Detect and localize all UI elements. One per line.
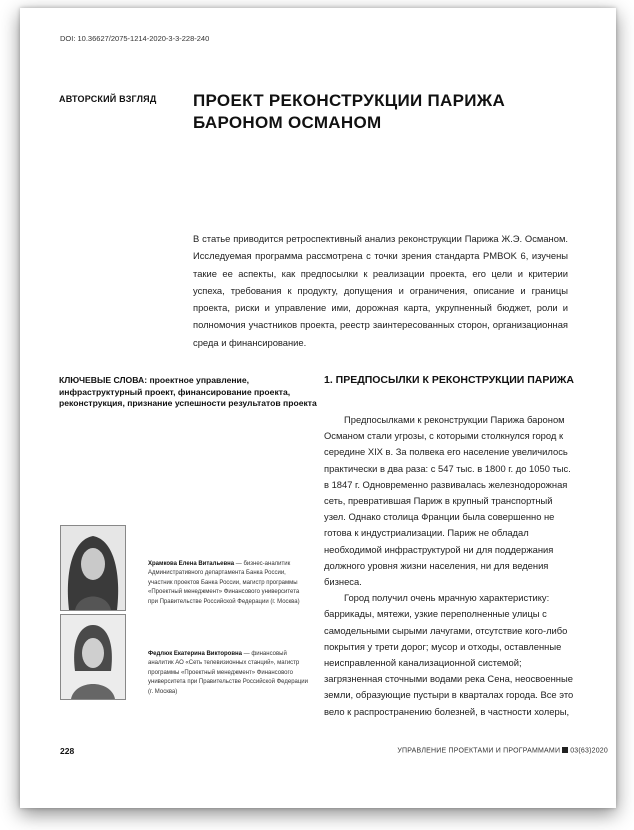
paragraph-2: Город получил очень мрачную характеристику: баррикады, мятежи, узкие переполненные улицы с самодельными сырыми лачугами, отсутствие кого-либо покрытия у трети дорог; мусор и отходы, оставленные неисправленной канализационной системой; загрязненная сточными водами река Сена, неосвоенные земли, образующие пустыри в кварталах города. Все это вело к распространению болезней, в частности холеры, (324, 592, 574, 717)
author-desc-1: — бизнес-аналитик Административного департамента Банка России, участник проектов Банка России, магистр программы «Проектный менеджмент» Финансового университета при Правительстве Российской Федерации (г. Москва) (148, 561, 300, 605)
body-text (324, 412, 574, 720)
section-heading: 1. ПРЕДПОСЫЛКИ К РЕКОНСТРУКЦИИ ПАРИЖА (324, 374, 574, 386)
author-name-1: Храмкова Елена Витальевна (148, 561, 235, 567)
running-title: УПРАВЛЕНИЕ ПРОЕКТАМИ И ПРОГРАММАМИ (397, 747, 561, 755)
page-number: 228 (60, 746, 75, 756)
author-name-2: Федлюк Екатерина Викторовна (148, 651, 242, 657)
paragraph-1: Предпосылками к реконструкции Парижа бароном Османом стали угрозы, с которыми столкнулся город к середине XIX в. За полвека его население увеличилось практически в два раза: с 547 тыс. в 1800 г. до 1050 тыс. в 1847 г. Одновременно развивалась железнодорожная сеть, превратившая Париж в крупный транспортный узел. Однако столица Франции была совершенно не готова к индустриализации. Париж не обладал необходимой инфраструктурой ни для поддержания должного уровня жизни населения, ни для ведения бизнеса. (324, 414, 571, 588)
square-icon (562, 747, 568, 753)
running-footer (397, 747, 608, 755)
title-line-2: БАРОНОМ ОСМАНОМ (193, 113, 382, 132)
abstract: В статье приводится ретроспективный анализ реконструкции Парижа Ж.Э. Османом. Исследуемая программа рассмотрена с точки зрения стандарта PMBOK 6, изучены такие ее аспекты, как предпосылки к реализации проекта, его цели и критерии успеха, требования к продукту, допущения и ограничения, описание и границы проекта, риски и управление ими, дорожная карта, укрупненный бюджет, роли и полномочия участников проекта, реестр заинтересованных сторон, организационная среда и финансирование. (193, 233, 568, 348)
section-tag: АВТОРСКИЙ ВЗГЛЯД (59, 94, 157, 104)
author-desc-2: — финансовый аналитик АО «Сеть телевизионных станций», магистр программы «Проектный менеджмент» Финансового университета при Правительстве Российской Федерации (г. Москва) (148, 651, 309, 695)
author-photo-1 (60, 525, 126, 611)
article-title (193, 90, 553, 134)
author-bio-1 (148, 560, 308, 607)
keywords: КЛЮЧЕВЫЕ СЛОВА: проектное управление, инфраструктурный проект, финансирование проекта, реконструкция, признание успешности результатов проекта (59, 375, 317, 408)
author-photo-2 (60, 614, 126, 700)
doi: DOI: 10.36627/2075-1214-2020-3-3-228-240 (60, 34, 210, 43)
author-bio-2 (148, 650, 308, 697)
title-line-1: ПРОЕКТ РЕКОНСТРУКЦИИ ПАРИЖА (193, 91, 506, 110)
issue-number: 03(63)2020 (570, 747, 608, 755)
